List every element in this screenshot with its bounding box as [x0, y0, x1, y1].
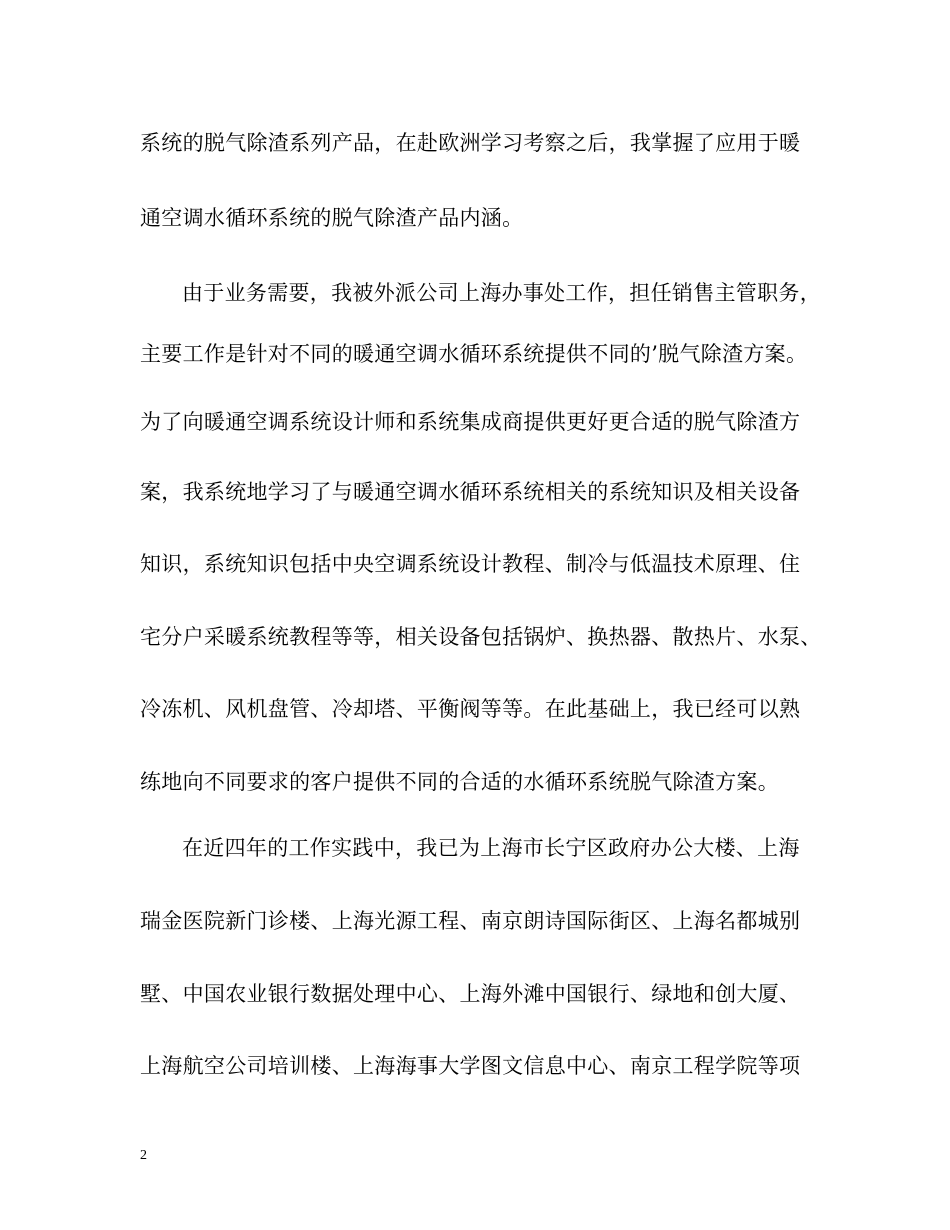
text-line-8: 宅分户采暖系统教程等等，相关设备包括锅炉、换热器、散热片、水泵、: [140, 625, 822, 649]
text-line-5: 为了向暖通空调系统设计师和系统集成商提供更好更合适的脱气除渣方: [140, 410, 801, 434]
text-line-12: 瑞金医院新门诊楼、上海光源工程、南京朗诗国际街区、上海名都城别: [140, 909, 801, 933]
text-line-10: 练地向不同要求的客户提供不同的合适的水循环系统脱气除渣方案。: [140, 770, 779, 794]
text-line-7: 知识，系统知识包括中央空调系统设计教程、制冷与低温技术原理、住: [140, 552, 801, 576]
text-line-14: 上海航空公司培训楼、上海海事大学图文信息中心、南京工程学院等项: [140, 1054, 801, 1078]
page-number: 2: [140, 1148, 147, 1163]
text-line-9: 冷冻机、风机盘管、冷却塔、平衡阀等等。在此基础上，我已经可以熟: [140, 697, 801, 721]
text-line-13: 墅、中国农业银行数据处理中心、上海外滩中国银行、绿地和创大厦、: [140, 982, 801, 1006]
text-line-4: 主要工作是针对不同的暖通空调水循环系统提供不同的’脱气除渣方案。: [140, 342, 808, 366]
text-line-6: 案，我系统地学习了与暖通空调水循环系统相关的系统知识及相关设备: [140, 480, 801, 504]
text-line-2: 通空调水循环系统的脱气除渣产品内涵。: [140, 206, 524, 230]
text-line-3: 由于业务需要，我被外派公司上海办事处工作，担任销售主管职务，: [182, 281, 821, 305]
text-line-11: 在近四年的工作实践中，我已为上海市长宁区政府办公大楼、上海: [182, 836, 800, 860]
text-line-1: 系统的脱气除渣系列产品，在赴欧洲学习考察之后，我掌握了应用于暖: [140, 131, 801, 155]
